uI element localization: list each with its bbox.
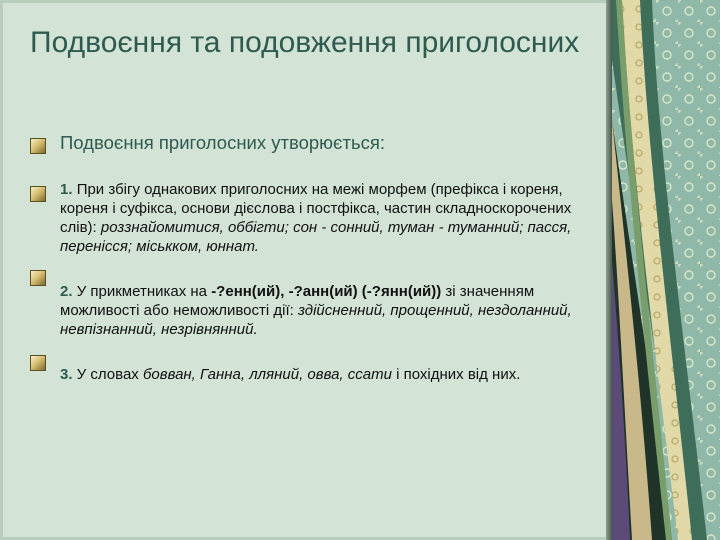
bullet-square-icon (30, 355, 46, 371)
item-text: У прикметниках на (76, 283, 208, 300)
intro-text: Подвоєння приголосних утворюється: (60, 132, 386, 153)
item-number: 3. (60, 366, 73, 383)
slide-content (28, 130, 598, 384)
bullet-square-icon (30, 186, 46, 202)
item-suffixes: -?енн(ий), -?анн(ий) (-?янн(ий)) (211, 283, 442, 300)
item-examples: роззнайомитися, оббігти; сон - сонний, туман - туманний; пасся, перенісся; міськком, юннат. (60, 219, 572, 255)
item-examples: бовван, Ганна, лляний, овва, ссати (142, 366, 392, 383)
list-item-3 (28, 347, 598, 384)
list-item-2 (28, 264, 598, 339)
list-item-1 (28, 180, 598, 256)
item-number: 2. (60, 283, 73, 300)
item-examples: здійсненний, прощенний, нездоланний, невпізнанний, незрівнянний. (60, 302, 572, 338)
intro-bullet (28, 130, 598, 156)
slide-title: Подвоєння та подовження приголосних (30, 26, 580, 59)
item-text-continued: зі значенням можливості або неможливості дії: (60, 283, 535, 319)
bullet-square-icon (30, 270, 46, 286)
bullet-square-icon (30, 138, 46, 154)
item-text-continued: і похідних від них. (396, 366, 521, 383)
item-number: 1. (60, 181, 73, 198)
item-text: У словах (76, 366, 139, 383)
decorative-ribbons (612, 0, 720, 540)
item-text: При збігу однакових приголосних на межі морфем (префікса і кореня, кореня і суфікса, основи дієслова і постфікса, частин складноскорочених слів): (60, 181, 572, 236)
